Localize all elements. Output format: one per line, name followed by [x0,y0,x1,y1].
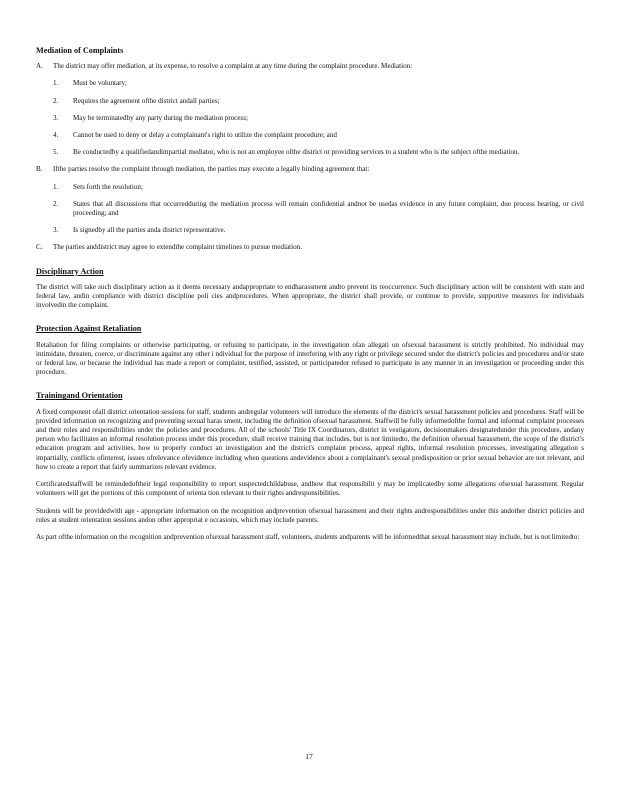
list-number: 3. [53,113,59,122]
list-item [53,148,584,157]
protection-text: Retaliation for filing complaints or otherwise participating, or refusing to participate, in the investigation ofan allegati on ofsexual harassment is strictly prohibited. No individual may intimidate, threaten, coerce, or discriminate against any other i ndividual for the purpose of interfering with any right or privilege secured under the district's policies and procedures and/or state or federal law, or because the individual has made a report or complaint, testified, assisted, or participatedor refused to participate in any manner in an investigation or proceeding under this procedure. [36,340,584,377]
paragraph-a-text: The district may offer mediation, at its expense, to resolve a complaint at any time during the complaint procedure. Mediation: [53,62,413,71]
heading-mediation: Mediation of Complaints [36,46,124,55]
paragraph-c [36,243,584,252]
list-item [53,79,584,88]
disciplinary-text: The district will take such disciplinary action as it deems necessary andappropriate to endharassment andto prevent its reoccurrence. Such disciplinary action will be consistent with state and federal law, andin compliance with district discipline poli cies andprocedures. When appropriate, the district shall provide, or continue to provide, supportive measures for individuals involvedin the complaint. [36,282,584,310]
paragraph-b-text: Ifthe parties resolve the complaint through mediation, the parties may execute a legally binding agreement that: [53,165,370,174]
heading-disciplinary: Disciplinary Action [36,266,104,276]
heading-protection: Protection Against Retaliation [36,324,142,334]
list-item-text: Be conductedby a qualifiedandimpartial mediator, who is not an employee ofthe district or providing services to a student who is the subject ofthe mediation. [73,148,520,157]
list-item [53,226,584,235]
list-number: 5. [53,148,59,157]
list-number: 4. [53,131,59,140]
list-item-text: States that all discussions that occurredduring the mediation process will remain confidential andnot be usedas evidence in any future complaint, due process hearing, or civil proceeding; and [73,199,584,218]
list-number: 1. [53,182,59,191]
training-paragraph-4: As part ofthe information on the recognition andprevention ofsexual harassment staff, volunteers, students andparents will be informedthat sexual harassment may include, but is not limitedto: [36,532,580,541]
page-number: 17 [305,752,313,761]
list-item [53,131,584,140]
list-item-text: May be terminatedby any party during the mediation process; [73,113,248,122]
marker-a: A. [36,62,43,71]
section-training [36,391,584,542]
list-item [53,114,584,123]
marker-c: C. [36,243,43,252]
list-item [53,200,584,218]
list-item [53,97,584,106]
list-item-text: Is signedby all the parties anda district representative. [73,226,226,235]
section-mediation [36,46,584,253]
list-number: 2. [53,199,59,208]
training-paragraph-2: Certificatedstaffwill be remindedoftheir legal responsibility to report suspectedchildabuse, andhow that responsibilit y may be implicatedby some allegations ofsexual harassment. Regular volunteers will get the portions of this component of orienta tion relevant to their rights andresponsibilities. [36,480,584,498]
list-item-text: Cannot be used to deny or delay a complainant's right to utilize the complaint procedure; and [73,131,337,140]
list-item-text: Must be voluntary; [73,79,127,88]
document-page [36,46,584,550]
heading-training: Trainingand Orientation [36,391,123,401]
list-item-text: Requires the agreement ofthe district andall parties; [73,96,220,105]
training-paragraph-1: A fixed component ofall district orientation sessions for staff, students andregular volunteers will introduce the elements of the district's sexual harassment policies and procedures. Staff will be provided information on recognizing and preventing sexual haras sment, including the definition ofsexual harassment. Staffwill be fully informedofthe formal and informal complaint processes and their roles and responsibilities under the policies and procedures. All of the schools' Title IX Coordinators, district in vestigators, decisionmakers designatedunder this procedure, andany person who facilitates an informal resolution process under this procedure, shall receive training that includes, but is not limitedto, the definition ofsexual harassment, the scope of the district's education program and activities, how to properly conduct an investigation and the district's complaint process, appeal rights, informal resolution processes, investigating allegation s impartially, conflicts ofinterest, issues ofrelevance ofevidence including when questions andevidence about a complainant's sexual predisposition or prior sexual behavior are not relevant, and how to create a report that fairly summarizes relevant evidence. [36,407,584,471]
paragraph-c-text: The parties anddistrict may agree to extendthe complaint timelines to pursue mediation. [53,243,302,252]
agreement-list [53,183,584,236]
list-number: 2. [53,96,59,105]
section-protection [36,324,584,377]
training-paragraph-3: Students will be providedwith age - appropriate information on the recognition andprevention ofsexual harassment and their rights andresponsibilities under this andother district policies and rules at student orientation sessions andon other appropriat e occasions, which may include parents. [36,506,584,524]
paragraph-a [36,62,584,71]
marker-b: B. [36,165,43,174]
paragraph-b [36,165,584,174]
list-item [53,183,584,192]
list-number: 1. [53,79,59,88]
mediation-list [53,79,584,157]
section-disciplinary [36,267,584,311]
list-number: 3. [53,226,59,235]
list-item-text: Sets forth the resolution; [73,182,143,191]
